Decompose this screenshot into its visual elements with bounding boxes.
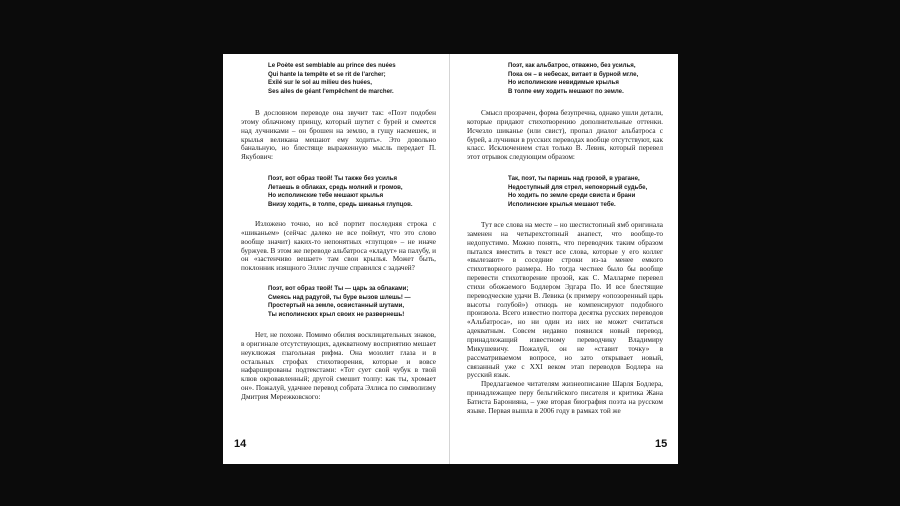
right-page xyxy=(450,54,678,464)
prose-block xyxy=(467,109,663,162)
verse-line: Смеясь над радугой, ты буре вызов шлешь! — xyxy=(268,293,411,301)
verse-line: Простертый на земле, освистанный шутами, xyxy=(268,302,405,310)
verse-line: Но исполинские невидимые крылья xyxy=(508,79,619,87)
paragraph: Смысл прозрачен, форма безупречна, однако ушли детали, которые придают стихотворению дополнительные оттенки. Исчезло шиканье (или свист), пропал диалог альбатроса с бурей, а лучники в русских переводах вообще отсутствуют, как класс. Исключением стал только В. Левик, который перевел этот отрывок следующим образом: xyxy=(467,109,663,162)
verse-line: Поэт, вот образ твой! Ты также без усилья xyxy=(268,175,398,182)
verse-line: Летаешь в облаках, средь молний и громов, xyxy=(268,183,403,191)
levik-verse xyxy=(508,175,647,210)
verse-line: Exilé sur le sol au milieu des huées, xyxy=(268,79,372,87)
prose-block xyxy=(241,331,436,402)
merezhkovsky-verse xyxy=(508,62,638,97)
verse-line: Исполинские крылья мешают тебе. xyxy=(508,201,616,209)
paragraph: Изложено точно, но всё портит последняя строка с «шиканьем» (сейчас далеко не все поймут, что это слово вообще значит) каких-то непонятных «глупцов» – не иначе буржуев. В этом же переводе альбатроса «кладут» на палубу, и он «застенчиво вешает» там свои крылья. Может быть, поклонник изящного Эллис лучше справился с задачей? xyxy=(241,220,436,273)
verse-line: Недоступный для стрел, непокорный судьбе, xyxy=(508,183,648,191)
paragraph: Тут все слова на месте – но шестистопный ямб оригинала заменен на четырехстопный анапест, что вообще-то недопустимо. Можно понять, что переводчик таким образом пытался вместить в текст все слова, которые у его коллег «вылезают» в соседние строки из-за менее емкого стихотворного размера. Но тогда честнее было бы вообще перевести стихотворение прозой, как С. Малларме перевел стихи обожаемого Бодлером Эдгара По. И все блестящие переводческие удачи В. Левика (к примеру «опозоренный царь высоты голубой») отнюдь не компенсируют подобного произвола. Всего известно полтора десятка русских переводов «Альбатроса», но ни один из них не может считаться адекватным. Совсем недавно появился новый перевод, принадлежащий известному переводчику Владимиру Микушевичу. Пожалуй, он не «ставит точку» в рассматриваемом вопросе, но зато открывает новый, связанный уже с XXI веком этап переводов Бодлера на русский язык. xyxy=(467,221,663,380)
paragraph: В дословном переводе она звучит так: «Поэт подобен этому облачному принцу, который шутит с бурей и смеется над лучниками – он брошен на землю, в гущу насмешек, и крылья великана мешают ему ходить». Это довольно банальную, но блестяще выраженную мысль передает П. Якубович: xyxy=(241,109,436,162)
verse-line: В толпе ему ходить мешают по земле. xyxy=(508,88,624,96)
verse-line: Внизу ходить, в толпе, средь шиканья глупцов. xyxy=(268,201,413,209)
paragraph: Нет, не похоже. Помимо обилия восклицательных знаков, в оригинале отсутствующих, адекватному восприятию мешает неуклюжая глагольная рифма. Она мозолит глаза и в остальных строфах стихотворения, которые и вовсе нафаршированы подтекстами: «Тот сует свой чубук в твой клюв окровавленный; другой смешит толпу: как ты, хромает он». Пожалуй, удачнее перевод собрата Эллиса по символизму Дмитрия Мережковского: xyxy=(241,331,436,401)
ellis-verse xyxy=(268,285,411,320)
paragraph: Предлагаемое читателям жизнеописание Шарля Бодлера, принадлежащее перу бельгийского писателя и критика Жана Батиста Баронияна, – уже вторая биография поэта на русском языке. Первая вышла в 2006 году в рамках той же xyxy=(467,380,663,415)
prose-block xyxy=(467,221,663,416)
verse-line: Поэт, вот образ твой! Ты — царь за облаками; xyxy=(268,285,409,292)
prose-block xyxy=(241,109,436,162)
verse-line: Но исполинские тебе мешают крылья xyxy=(268,192,384,200)
verse-line: Ses ailes de géant l'empêchent de marcher. xyxy=(268,88,394,96)
page-number: 15 xyxy=(655,438,668,450)
verse-line: Ты исполинских крыл своих не развернешь! xyxy=(268,311,405,319)
verse-line: Пока он – в небесах, витает в бурной мгле, xyxy=(508,70,639,78)
french-verse xyxy=(268,62,396,97)
prose-block xyxy=(241,220,436,273)
verse-line: Поэт, как альбатрос, отважно, без усилья, xyxy=(508,62,636,69)
verse-line: Но ходить по земле среди свиста и брани xyxy=(508,192,636,200)
verse-line: Так, поэт, ты паришь над грозой, в урагане, xyxy=(508,175,640,182)
verse-line: Le Poète est semblable au prince des nuées xyxy=(268,62,396,69)
page-number: 14 xyxy=(234,438,247,450)
verse-line: Qui hante la tempête et se rit de l'archer; xyxy=(268,70,386,78)
yakubovich-verse xyxy=(268,175,413,210)
left-page xyxy=(223,54,451,464)
